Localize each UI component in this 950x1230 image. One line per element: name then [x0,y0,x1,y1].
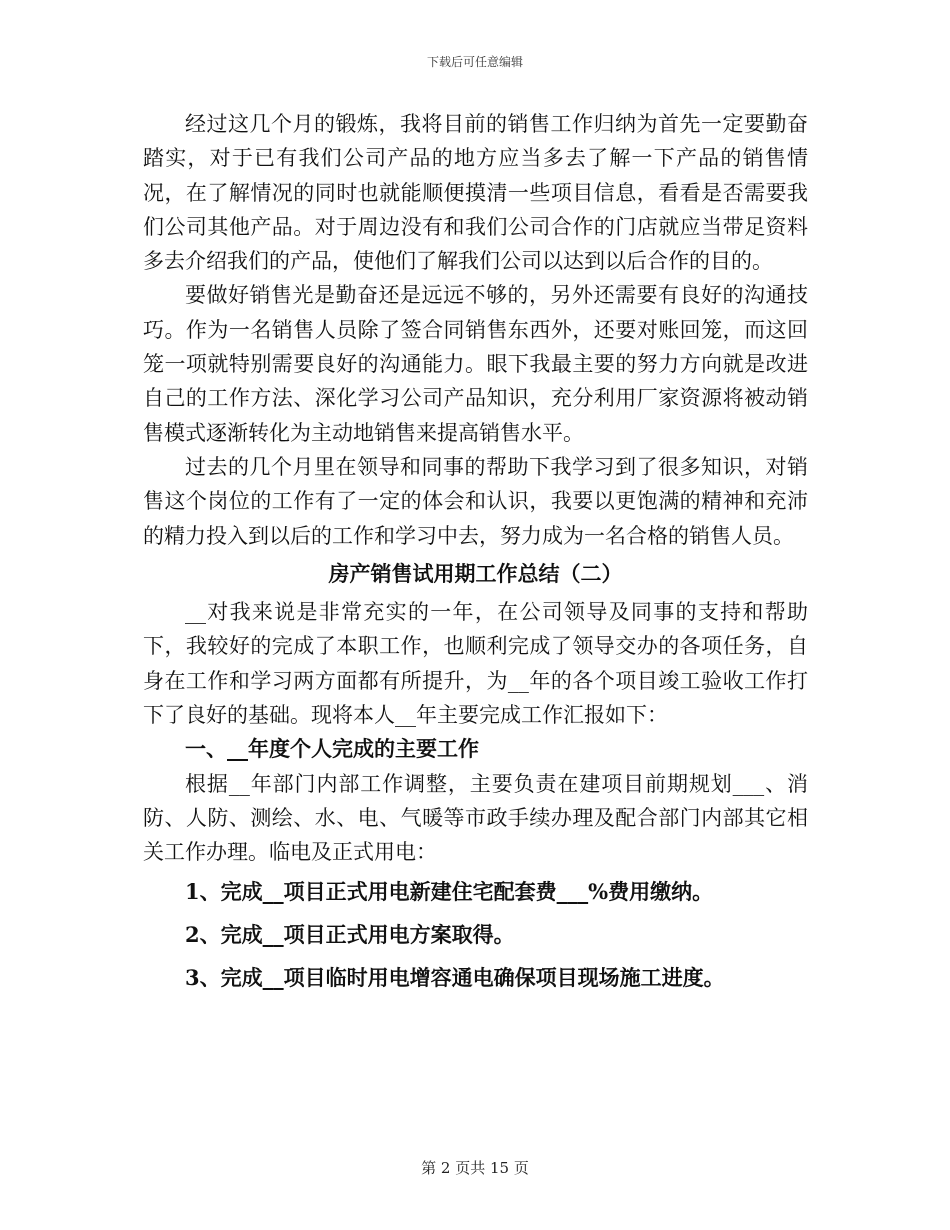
paragraph: 经过这几个月的锻炼，我将目前的销售工作归纳为首先一定要勤奋踏实，对于已有我们公司产品的地方应当多去了解一下产品的销售情况，在了解情况的同时也就能顺便摸清一些项目信息，看看是否需要我们公司其他产品。对于周边没有和我们公司合作的门店就应当带足资料多去介绍我们的产品，使他们了解我们公司以达到以后合作的目的。 [143,112,808,274]
page-header: 下载后可任意编辑 [426,55,523,69]
body-paragraph: 根据__年部门内部工作调整，主要负责在建项目前期规划___、消防、人防、测绘、水、电、气暖等市政手续办理及配合部门内部其它相关工作办理。临电及正式用电： [143,771,808,865]
subheading: 一、__年度个人完成的主要工作 [185,736,479,762]
intro-paragraph: __对我来说是非常充实的一年，在公司领导及同事的支持和帮助下，我较好的完成了本职工作，也顺利完成了领导交办的各项任务，自身在工作和学习两方面都有所提升，为__年的各个项目竣工验收工作打下了良好的基础。现将本人__年主要完成工作汇报如下： [143,600,808,728]
list-item: 1、完成__项目正式用电新建住宅配套费___%费用缴纳。 [185,878,714,904]
page-footer: 第 2 页共 15 页 [421,1159,529,1177]
paragraph: 过去的几个月里在领导和同事的帮助下我学习到了很多知识，对销售这个岗位的工作有了一定的体会和认识，我要以更饱满的精神和充沛的精力投入到以后的工作和学习中去，努力成为一名合格的销售人员。 [143,454,808,548]
section-title: 房产销售试用期工作总结（二） [328,560,623,586]
list-item: 3、完成__项目临时用电增容通电确保项目现场施工进度。 [185,964,725,990]
document-body [143,107,808,999]
paragraph: 要做好销售光是勤奋还是远远不够的，另外还需要有良好的沟通技巧。作为一名销售人员除了签合同销售东西外，还要对账回笼，而这回笼一项就特别需要良好的沟通能力。眼下我最主要的努力方向就是改进自己的工作方法、深化学习公司产品知识，充分利用厂家资源将被动销售模式逐渐转化为主动地销售来提高销售水平。 [143,283,808,445]
list-item: 2、完成__项目正式用电方案取得。 [185,921,515,947]
